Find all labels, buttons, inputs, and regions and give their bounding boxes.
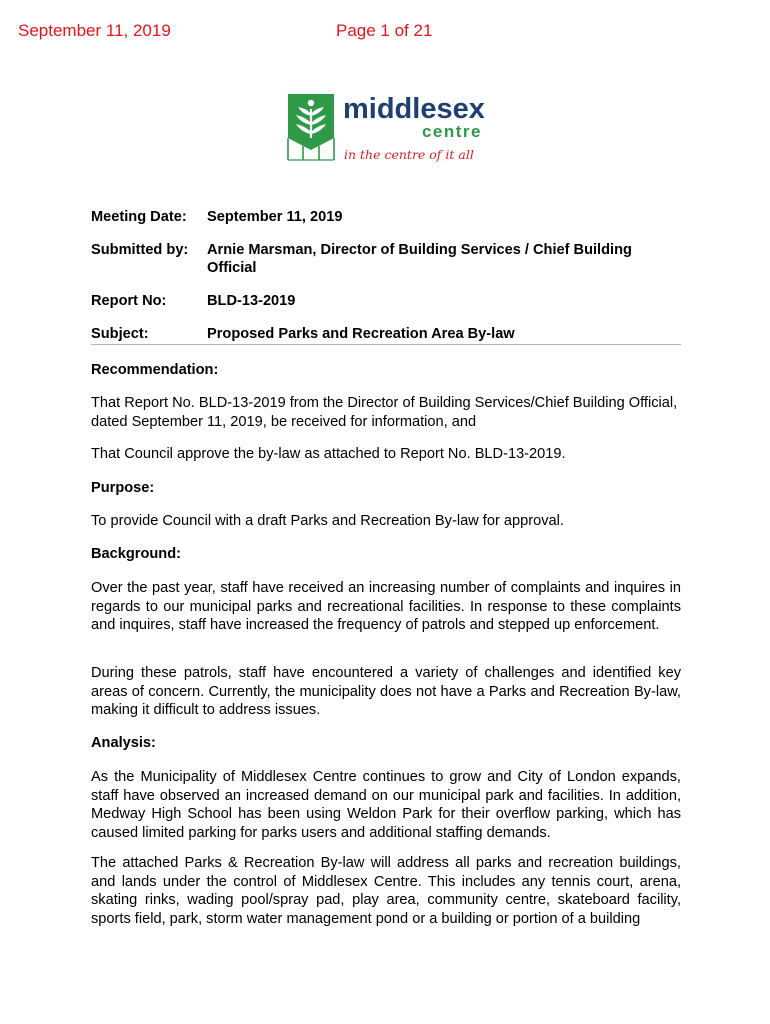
submitted-by-value: Arnie Marsman, Director of Building Services / Chief Building Official: [207, 242, 632, 276]
analysis-paragraph-2: The attached Parks & Recreation By-law will address all parks and recreation buildings, and lands under the control of Middlesex Centre. This includes any tennis court, arena, skating rinks, wading pool/spray pad, play area, community centre, skateboard facility, sports field, park, storm water management pond or a building or portion of a building: [91, 855, 681, 927]
background-heading: Background:: [91, 546, 181, 562]
logo-tagline: in the centre of it all: [344, 147, 474, 162]
recommendation-paragraph-2: That Council approve the by-law as attached to Report No. BLD-13-2019.: [91, 446, 566, 462]
recommendation-paragraph-1: That Report No. BLD-13-2019 from the Director of Building Services/Chief Building Official, dated September 11, 2019, be received for information, and: [91, 395, 678, 430]
header-date: September 11, 2019: [18, 21, 171, 40]
submitted-by-label: Submitted by:: [91, 242, 189, 258]
background-paragraph-2: During these patrols, staff have encountered a variety of challenges and identified key areas of concern. Currently, the municipality does not have a Parks and Recreation By-law, making it difficult to address issues.: [91, 665, 681, 718]
background-paragraph-1: Over the past year, staff have received an increasing number of complaints and inquires in regards to our municipal parks and recreational facilities. In response to these complaints and inquires, staff have increased the frequency of patrols and stepped up enforcement.: [91, 580, 681, 633]
middlesex-centre-logo: [286, 92, 496, 164]
meeting-date-label: Meeting Date:: [91, 209, 187, 225]
subject-label: Subject:: [91, 326, 149, 342]
subject-divider: [91, 344, 681, 345]
purpose-heading: Purpose:: [91, 480, 155, 496]
logo-name-line1: middlesex: [343, 93, 485, 125]
purpose-paragraph-1: To provide Council with a draft Parks and Recreation By-law for approval.: [91, 513, 564, 529]
analysis-heading: Analysis:: [91, 735, 156, 751]
report-no-label: Report No:: [91, 293, 167, 309]
meeting-date-value: September 11, 2019: [207, 209, 343, 225]
subject-value: Proposed Parks and Recreation Area By-law: [207, 326, 515, 342]
logo-name-line2: centre: [421, 122, 482, 141]
recommendation-heading: Recommendation:: [91, 362, 219, 378]
header-page-number: Page 1 of 21: [336, 21, 433, 40]
wheat-emblem-icon: [288, 94, 334, 160]
report-no-value: BLD-13-2019: [207, 293, 296, 309]
analysis-paragraph-1: As the Municipality of Middlesex Centre continues to grow and City of London expands, staff have observed an increased demand on our municipal park and facilities. In addition, Medway High School has been using Weldon Park for their overflow parking, which has caused limited parking for parks users and additional staffing demands.: [91, 769, 681, 841]
